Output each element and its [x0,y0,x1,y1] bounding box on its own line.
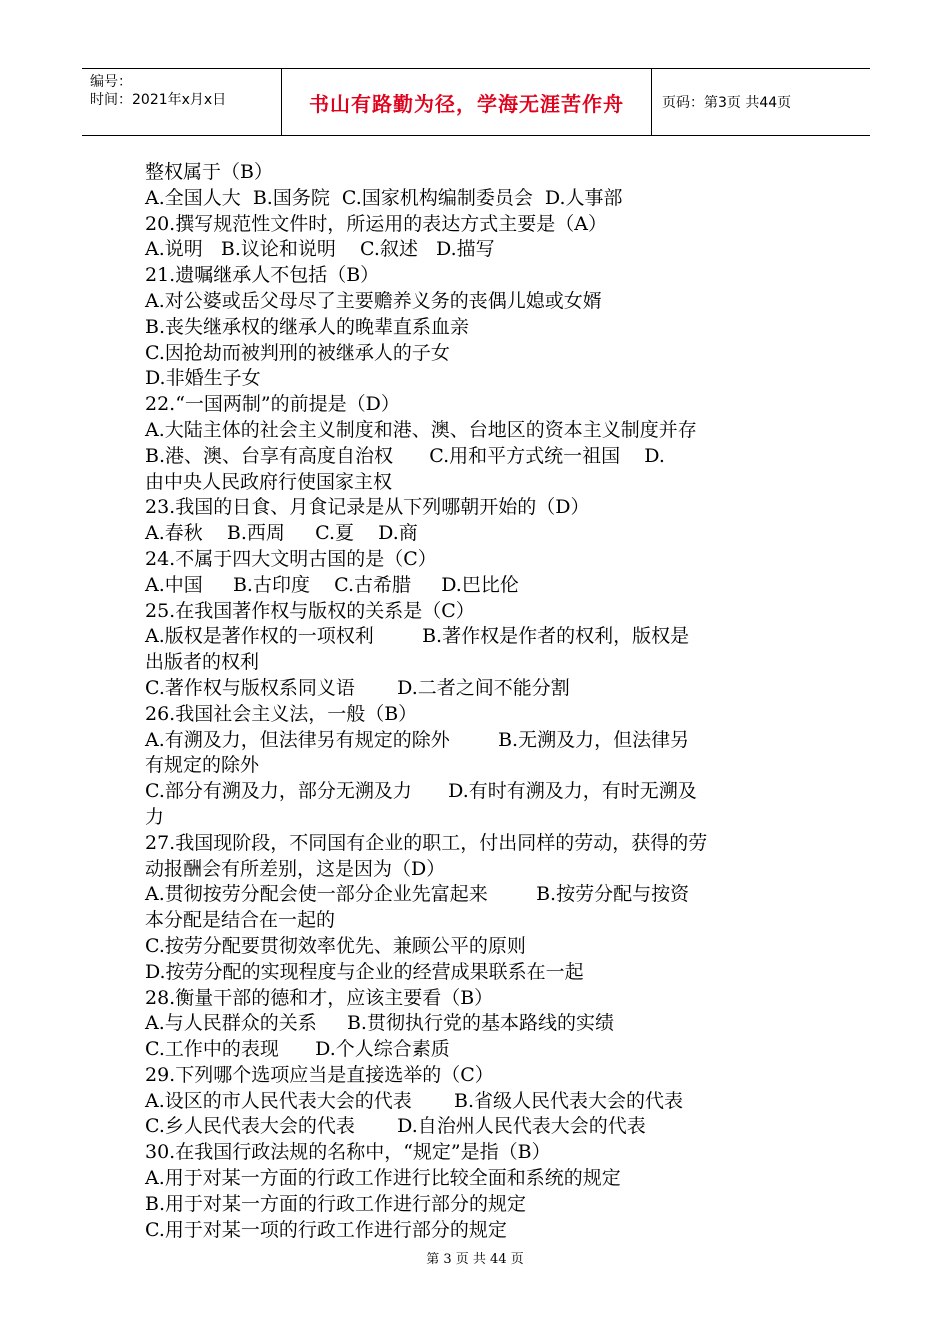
text-line: A.设区的市人民代表大会的代表 B.省级人民代表大会的代表 [145,1089,684,1112]
text-line: 24.不属于四大文明古国的是（C） [145,547,437,570]
text-line: C.工作中的表现 D.个人综合素质 [145,1038,450,1061]
text-line: 本分配是结合在一起的 [145,909,336,932]
text-line: 23.我国的日食、月食记录是从下列哪朝开始的（D） [145,496,590,519]
text-line: 30.在我国行政法规的名称中，“规定”是指（B） [145,1141,551,1164]
text-line: C.著作权与版权系同义语 D.二者之间不能分割 [145,676,570,699]
header-page-cell [652,69,870,135]
text-line: 27.我国现阶段，不同国有企业的职工，付出同样的劳动，获得的劳 [145,831,708,854]
header-motto: 书山有路勤为径，学海无涯苦作舟 [309,91,624,116]
text-line: A.版权是著作权的一项权利 B.著作权是作者的权利，版权是 [145,625,690,648]
document-body [145,160,815,1243]
text-line: B.港、澳、台享有高度自治权 C.用和平方式统一祖国 D. [145,444,665,467]
text-line: 25.在我国著作权与版权的关系是（C） [145,599,475,622]
text-line: A.对公婆或岳父母尽了主要赡养义务的丧偶儿媳或女婿 [145,289,602,312]
text-line: 28.衡量干部的德和才，应该主要看（B） [145,986,494,1009]
text-line: D.按劳分配的实现程度与企业的经营成果联系在一起 [145,960,584,983]
text-line: B.丧失继承权的继承人的晚辈直系血亲 [145,315,470,338]
text-line: 由中央人民政府行使国家主权 [145,470,393,493]
text-line: C.乡人民代表大会的代表 D.自治州人民代表大会的代表 [145,1115,646,1138]
text-line: 动报酬会有所差别，这是因为（D） [145,857,446,880]
page-header [82,68,870,136]
text-line: 21.遗嘱继承人不包括（B） [145,264,380,287]
text-line: B.用于对某一方面的行政工作进行部分的规定 [145,1192,527,1215]
text-line: 有规定的除外 [145,754,260,777]
text-line: 22.“一国两制”的前提是（D） [145,393,400,416]
text-line: A.说明 B.议论和说明 C.叙述 D.描写 [145,238,495,261]
text-line: C.因抢劫而被判刑的被继承人的子女 [145,341,450,364]
header-page-number: 页码：第3页 共44页 [662,95,792,111]
text-line: C.部分有溯及力，部分无溯及力 D.有时有溯及力，有时无溯及 [145,780,697,803]
text-line: 26.我国社会主义法，一般（B） [145,702,418,725]
text-line: A.大陆主体的社会主义制度和港、澳、台地区的资本主义制度并存 [145,418,697,441]
text-line: 出版者的权利 [145,651,260,674]
text-line: A.全国人大 B.国务院 C.国家机构编制委员会 D.人事部 [145,186,623,209]
text-line: A.贯彻按劳分配会使一部分企业先富起来 B.按劳分配与按资 [145,883,690,906]
text-line: 力 [145,805,165,828]
text-line: A.中国 B.古印度 C.古希腊 D.巴比伦 [145,573,519,596]
text-line: C.用于对某一项的行政工作进行部分的规定 [145,1218,507,1241]
document-time-label: 时间：2021年x月x日 [90,92,227,108]
text-line: A.春秋 B.西周 C.夏 D.商 [145,522,418,545]
header-meta [82,69,282,135]
text-line: D.非婚生子女 [145,367,261,390]
text-line: 29.下列哪个选项应当是直接选举的（C） [145,1063,494,1086]
text-line: A.与人民群众的关系 B.贯彻执行党的基本路线的实绩 [145,1012,614,1035]
text-line: A.用于对某一方面的行政工作进行比较全面和系统的规定 [145,1167,621,1190]
document-number-label: 编号： [90,74,132,90]
text-line: C.按劳分配要贯彻效率优先、兼顾公平的原则 [145,934,526,957]
header-motto-cell [282,69,652,135]
footer-page-number: 第 3 页 共 44 页 [426,1252,524,1267]
text-line: A.有溯及力，但法律另有规定的除外 B.无溯及力，但法律另 [145,728,690,751]
text-line: 20.撰写规范性文件时，所运用的表达方式主要是（A） [145,212,607,235]
text-line: 整权属于（B） [145,161,273,183]
page-footer [0,1248,950,1267]
